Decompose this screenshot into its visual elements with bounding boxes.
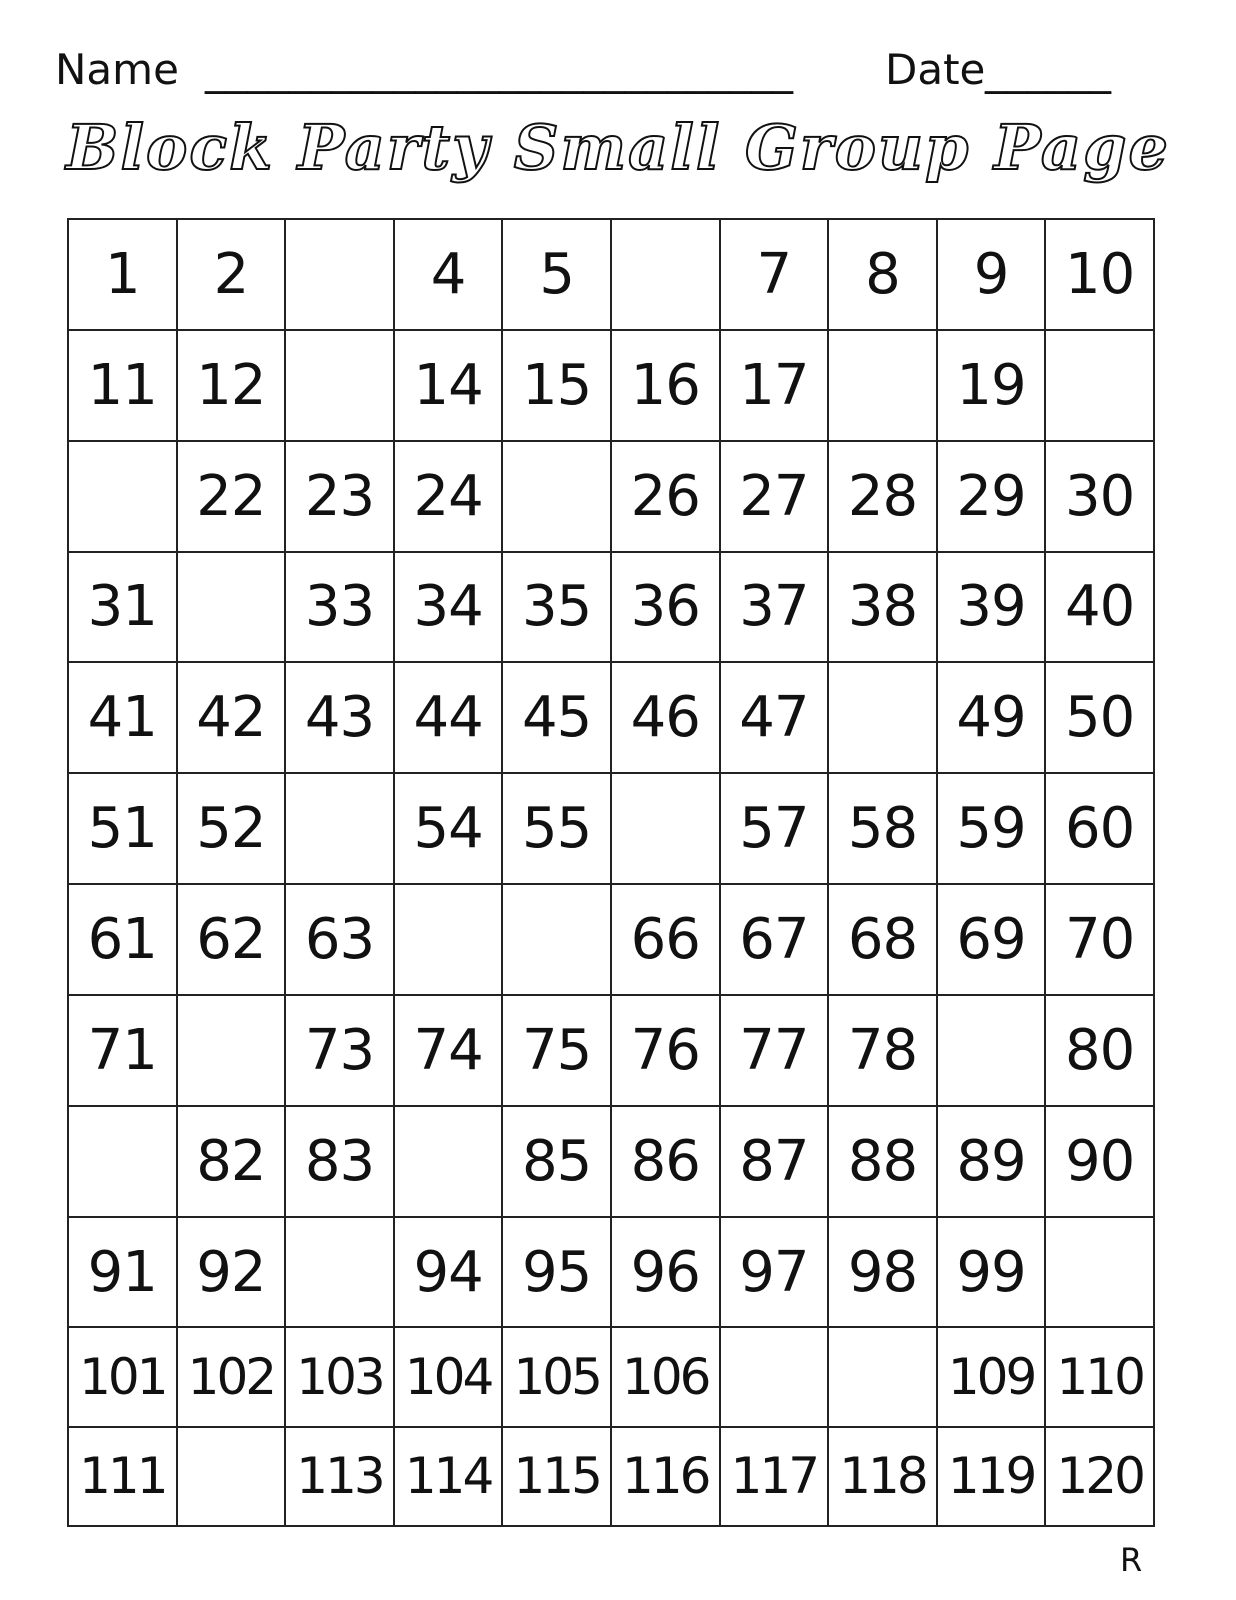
number-cell: 62 — [177, 884, 286, 995]
number-cell: 29 — [937, 441, 1046, 552]
blank-cell[interactable] — [68, 441, 177, 552]
number-cell: 119 — [937, 1427, 1046, 1526]
number-cell: 51 — [68, 773, 177, 884]
number-cell: 15 — [502, 330, 611, 441]
number-cell: 59 — [937, 773, 1046, 884]
blank-cell[interactable] — [394, 1106, 503, 1217]
grid-row — [68, 773, 1154, 884]
number-cell: 99 — [937, 1217, 1046, 1328]
number-cell: 104 — [394, 1327, 503, 1426]
grid-row — [68, 219, 1154, 330]
number-cell: 69 — [937, 884, 1046, 995]
blank-cell[interactable] — [611, 219, 720, 330]
name-field[interactable]: ____________________________ — [205, 45, 793, 94]
number-cell: 76 — [611, 995, 720, 1106]
number-cell: 16 — [611, 330, 720, 441]
blank-cell[interactable] — [177, 995, 286, 1106]
blank-cell[interactable] — [285, 330, 394, 441]
number-cell: 19 — [937, 330, 1046, 441]
number-cell: 52 — [177, 773, 286, 884]
number-cell: 34 — [394, 552, 503, 663]
blank-cell[interactable] — [177, 552, 286, 663]
number-cell: 42 — [177, 662, 286, 773]
number-cell: 94 — [394, 1217, 503, 1328]
blank-cell[interactable] — [828, 662, 937, 773]
number-cell: 40 — [1045, 552, 1154, 663]
blank-cell[interactable] — [1045, 330, 1154, 441]
grid-row — [68, 995, 1154, 1106]
number-cell: 111 — [68, 1427, 177, 1526]
number-cell: 8 — [828, 219, 937, 330]
number-cell: 101 — [68, 1327, 177, 1426]
number-cell: 33 — [285, 552, 394, 663]
blank-cell[interactable] — [502, 884, 611, 995]
number-cell: 55 — [502, 773, 611, 884]
number-cell: 113 — [285, 1427, 394, 1526]
name-date-row — [55, 40, 1175, 100]
number-cell: 70 — [1045, 884, 1154, 995]
grid-row — [68, 552, 1154, 663]
blank-cell[interactable] — [502, 441, 611, 552]
number-cell: 97 — [720, 1217, 829, 1328]
grid-row — [68, 330, 1154, 441]
number-cell: 7 — [720, 219, 829, 330]
number-cell: 4 — [394, 219, 503, 330]
number-cell: 91 — [68, 1217, 177, 1328]
number-cell: 41 — [68, 662, 177, 773]
number-cell: 103 — [285, 1327, 394, 1426]
number-cell: 23 — [285, 441, 394, 552]
grid-row — [68, 1427, 1154, 1526]
grid-row — [68, 884, 1154, 995]
number-cell: 120 — [1045, 1427, 1154, 1526]
number-cell: 63 — [285, 884, 394, 995]
date-field[interactable]: ______ — [985, 45, 1111, 94]
number-cell: 86 — [611, 1106, 720, 1217]
grid-row — [68, 1106, 1154, 1217]
number-cell: 5 — [502, 219, 611, 330]
number-grid — [67, 218, 1155, 1527]
number-cell: 68 — [828, 884, 937, 995]
number-cell: 106 — [611, 1327, 720, 1426]
number-cell: 66 — [611, 884, 720, 995]
grid-row — [68, 1327, 1154, 1426]
number-cell: 95 — [502, 1217, 611, 1328]
number-cell: 116 — [611, 1427, 720, 1526]
number-cell: 39 — [937, 552, 1046, 663]
number-cell: 46 — [611, 662, 720, 773]
number-cell: 31 — [68, 552, 177, 663]
number-cell: 71 — [68, 995, 177, 1106]
number-cell: 92 — [177, 1217, 286, 1328]
number-cell: 115 — [502, 1427, 611, 1526]
blank-cell[interactable] — [285, 1217, 394, 1328]
blank-cell[interactable] — [828, 1327, 937, 1426]
number-cell: 87 — [720, 1106, 829, 1217]
number-cell: 110 — [1045, 1327, 1154, 1426]
number-cell: 12 — [177, 330, 286, 441]
date-label: Date — [885, 45, 986, 94]
number-cell: 45 — [502, 662, 611, 773]
number-cell: 57 — [720, 773, 829, 884]
corner-mark: R — [1120, 1541, 1143, 1579]
number-cell: 61 — [68, 884, 177, 995]
number-cell: 26 — [611, 441, 720, 552]
number-cell: 83 — [285, 1106, 394, 1217]
number-cell: 73 — [285, 995, 394, 1106]
number-cell: 50 — [1045, 662, 1154, 773]
number-cell: 44 — [394, 662, 503, 773]
number-cell: 17 — [720, 330, 829, 441]
number-cell: 114 — [394, 1427, 503, 1526]
number-cell: 82 — [177, 1106, 286, 1217]
number-cell: 43 — [285, 662, 394, 773]
blank-cell[interactable] — [285, 773, 394, 884]
number-cell: 30 — [1045, 441, 1154, 552]
number-cell: 109 — [937, 1327, 1046, 1426]
number-cell: 24 — [394, 441, 503, 552]
number-cell: 102 — [177, 1327, 286, 1426]
blank-cell[interactable] — [937, 995, 1046, 1106]
page-title: Block Party Small Group Page — [66, 111, 1170, 184]
number-cell: 27 — [720, 441, 829, 552]
number-cell: 77 — [720, 995, 829, 1106]
number-cell: 9 — [937, 219, 1046, 330]
number-cell: 118 — [828, 1427, 937, 1526]
blank-cell[interactable] — [1045, 1217, 1154, 1328]
number-cell: 36 — [611, 552, 720, 663]
number-cell: 74 — [394, 995, 503, 1106]
number-cell: 75 — [502, 995, 611, 1106]
number-cell: 28 — [828, 441, 937, 552]
number-cell: 47 — [720, 662, 829, 773]
number-cell: 58 — [828, 773, 937, 884]
number-cell: 89 — [937, 1106, 1046, 1217]
grid-row — [68, 441, 1154, 552]
number-cell: 98 — [828, 1217, 937, 1328]
number-cell: 10 — [1045, 219, 1154, 330]
number-cell: 96 — [611, 1217, 720, 1328]
number-cell: 117 — [720, 1427, 829, 1526]
blank-cell[interactable] — [285, 219, 394, 330]
number-cell: 80 — [1045, 995, 1154, 1106]
number-cell: 14 — [394, 330, 503, 441]
number-cell: 49 — [937, 662, 1046, 773]
number-cell: 38 — [828, 552, 937, 663]
blank-cell[interactable] — [720, 1327, 829, 1426]
number-cell: 11 — [68, 330, 177, 441]
number-cell: 22 — [177, 441, 286, 552]
number-cell: 1 — [68, 219, 177, 330]
blank-cell[interactable] — [394, 884, 503, 995]
number-cell: 35 — [502, 552, 611, 663]
name-label: Name — [55, 45, 179, 94]
number-cell: 85 — [502, 1106, 611, 1217]
grid-row — [68, 662, 1154, 773]
blank-cell[interactable] — [611, 773, 720, 884]
grid-row — [68, 1217, 1154, 1328]
number-cell: 90 — [1045, 1106, 1154, 1217]
blank-cell[interactable] — [177, 1427, 286, 1526]
number-cell: 105 — [502, 1327, 611, 1426]
blank-cell[interactable] — [68, 1106, 177, 1217]
number-cell: 37 — [720, 552, 829, 663]
number-cell: 2 — [177, 219, 286, 330]
number-cell: 88 — [828, 1106, 937, 1217]
number-cell: 67 — [720, 884, 829, 995]
number-cell: 60 — [1045, 773, 1154, 884]
number-cell: 54 — [394, 773, 503, 884]
number-cell: 78 — [828, 995, 937, 1106]
blank-cell[interactable] — [828, 330, 937, 441]
